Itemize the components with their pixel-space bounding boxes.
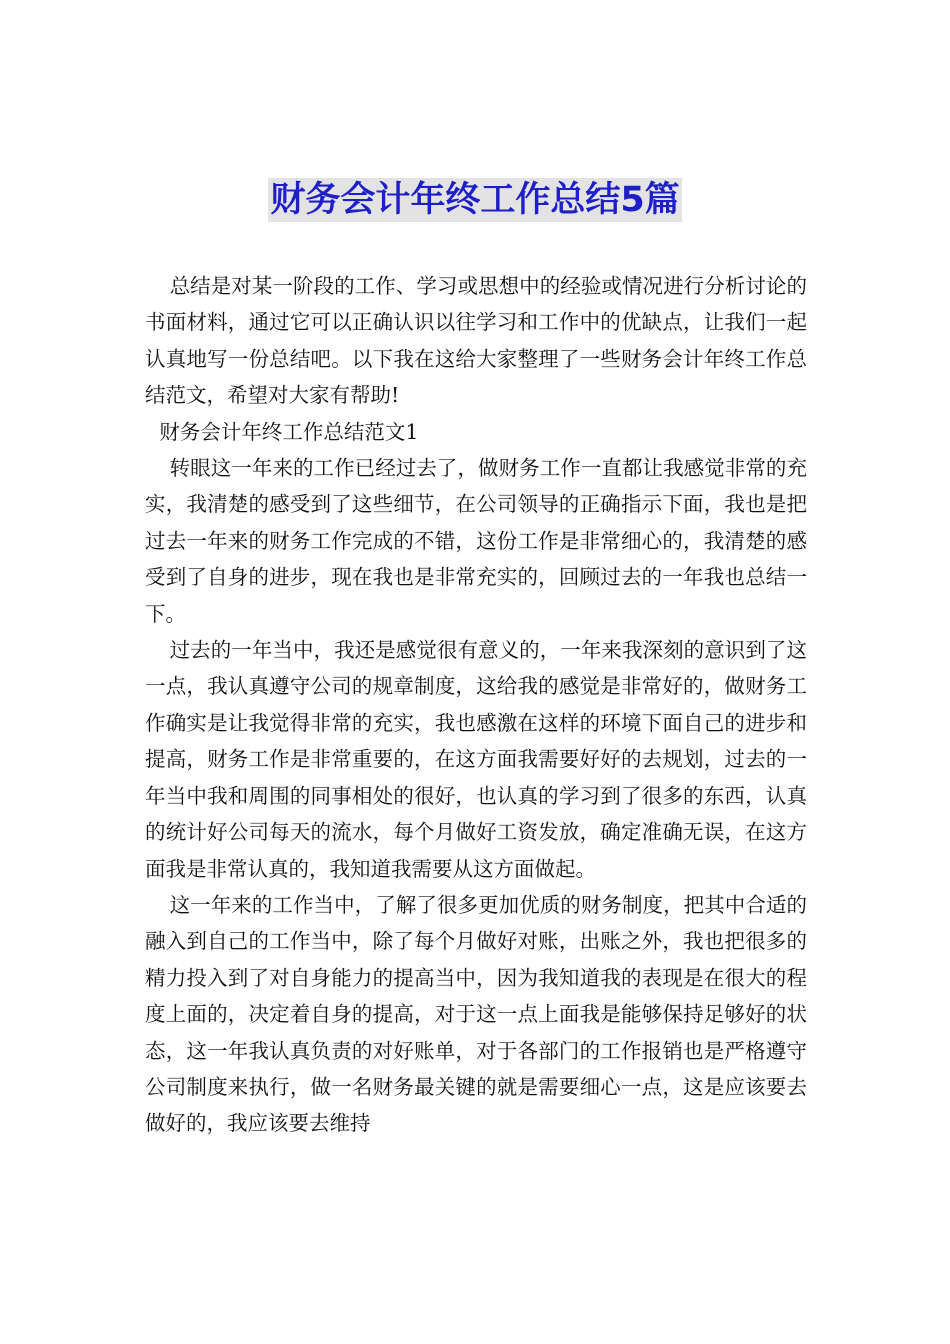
document-title: 财务会计年终工作总结5篇 <box>270 180 680 220</box>
document-body <box>145 268 807 1142</box>
title-block <box>0 178 950 222</box>
section-heading: 财务会计年终工作总结范文1 <box>159 419 419 444</box>
body-paragraph-2: 过去的一年当中，我还是感觉很有意义的，一年来我深刻的意识到了这一点，我认真遵守公司的规章制度，这给我的感觉是非常好的，做财务工作确实是让我觉得非常的充实，我也感激在这样的环境下面自己的进步和提高，财务工作是非常重要的，在这方面我需要好好的去规划，过去的一年当中我和周围的同事相处的很好，也认真的学习到了很多的东西，认真的统计好公司每天的流水，每个月做好工资发放，确定准确无误，在这方面我是非常认真的，我知道我需要从这方面做起。 <box>145 638 807 881</box>
intro-paragraph: 总结是对某一阶段的工作、学习或思想中的经验或情况进行分析讨论的书面材料，通过它可以正确认识以往学习和工作中的优缺点，让我们一起认真地写一份总结吧。以下我在这给大家整理了一些财务会计年终工作总结范文，希望对大家有帮助! <box>145 274 807 408</box>
body-paragraph-1: 转眼这一年来的工作已经过去了，做财务工作一直都让我感觉非常的充实，我清楚的感受到了这些细节，在公司领导的正确指示下面，我也是把过去一年来的财务工作完成的不错，这份工作是非常细心的，我清楚的感受到了自身的进步，现在我也是非常充实的，回顾过去的一年我也总结一下。 <box>145 456 807 626</box>
body-paragraph-3: 这一年来的工作当中，了解了很多更加优质的财务制度，把其中合适的融入到自己的工作当中，除了每个月做好对账，出账之外，我也把很多的精力投入到了对自身能力的提高当中，因为我知道我的表现是在很大的程度上面的，决定着自身的提高，对于这一点上面我是能够保持足够好的状态，这一年我认真负责的对好账单，对于各部门的工作报销也是严格遵守公司制度来执行，做一名财务最关键的就是需要细心一点，这是应该要去做好的，我应该要去维持 <box>145 892 807 1136</box>
